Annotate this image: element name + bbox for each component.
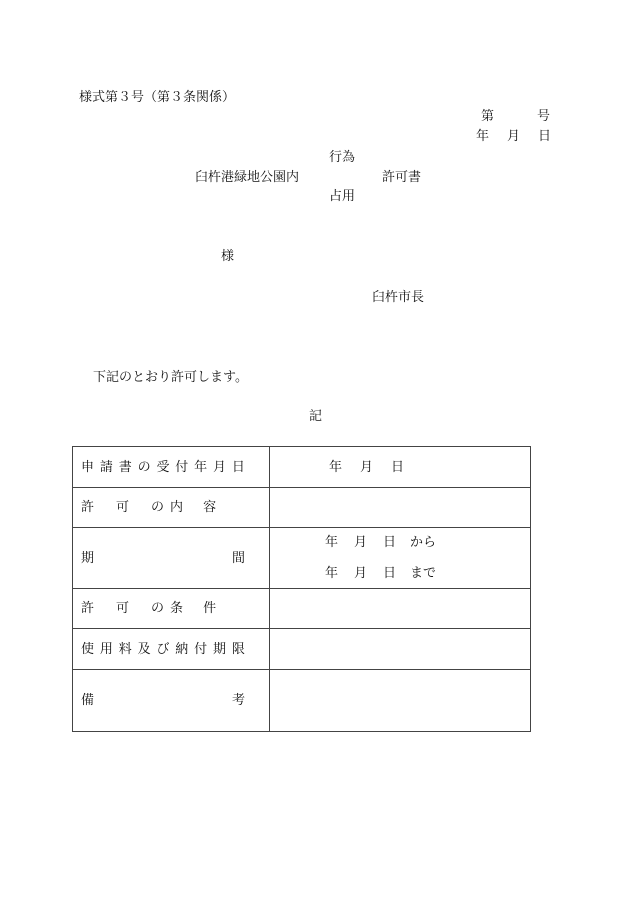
value-day: 日 [383,535,397,550]
label-char: 月 [213,459,227,475]
value-year: 年 [329,459,343,475]
label-char: 申 [81,459,95,475]
title-left: 臼杵港緑地公園内 [195,170,300,185]
title-right: 許可書 [382,170,422,185]
label-char: 受 [156,459,170,475]
label-char: 使 [81,641,95,657]
label-char: 納 [175,641,189,657]
label-char: の [151,601,165,616]
document-number [481,110,550,123]
value-remarks [270,670,531,732]
table-row-permit-conditions [73,589,531,629]
label-char: 付 [194,641,208,657]
value-year: 年 [325,566,339,581]
label-char: 備 [81,693,95,708]
intro-text: 下記のとおり許可します。 [93,370,248,385]
label-char: 間 [231,550,245,566]
doc-no-prefix: 第 [481,109,495,124]
label-char: 期 [213,641,227,657]
issue-date [476,130,551,143]
value-day: 日 [383,566,397,581]
period-from [325,536,530,549]
value-month: 月 [354,566,368,581]
title-option-occupancy: 占用 [329,189,356,204]
label-char: び [156,641,170,657]
label-char: 及 [137,641,151,657]
label-char: 件 [203,601,217,616]
value-fee-deadline [270,629,531,670]
period-to-suffix: まで [410,566,437,581]
value-month: 月 [354,535,368,550]
label-char: 請 [99,459,113,475]
label-permit-conditions [73,589,270,629]
value-year: 年 [325,535,339,550]
table-row-permit-content [73,488,531,528]
label-fee-deadline [73,629,270,670]
label-char: 条 [170,601,184,616]
label-remarks [73,670,270,732]
value-application-date [270,447,531,488]
label-char: 用 [99,641,113,657]
label-permit-content [73,488,270,528]
table-row-application-date [73,447,531,488]
label-char: 可 [116,500,130,515]
label-char: 書 [118,459,132,475]
issuer: 臼杵市長 [372,290,425,305]
period-to [325,567,530,580]
label-char: 内 [170,500,184,515]
date-month: 月 [507,129,521,144]
label-char: 考 [231,693,245,708]
label-char: の [137,459,151,475]
label-char: 可 [116,601,130,616]
value-month: 月 [360,459,374,475]
label-char: 限 [231,641,245,657]
label-char: 許 [81,601,95,616]
value-permit-content [270,488,531,528]
label-char: 許 [81,500,95,515]
date-year: 年 [476,129,490,144]
label-char: の [151,500,165,515]
label-char: 年 [194,459,208,475]
ki-heading: 記 [309,409,323,424]
label-char: 日 [231,459,245,475]
permit-table [72,446,531,732]
period-from-suffix: から [410,535,437,550]
label-period [73,528,270,589]
table-row-fee-deadline [73,629,531,670]
form-number: 様式第３号（第３条関係） [79,90,236,105]
value-permit-conditions [270,589,531,629]
label-char: 料 [118,641,132,657]
date-day: 日 [538,129,552,144]
doc-no-suffix: 号 [537,109,551,124]
label-application-date [73,447,270,488]
value-period [270,528,531,589]
label-char: 容 [203,500,217,515]
addressee-suffix: 様 [221,249,235,264]
table-row-period [73,528,531,589]
label-char: 付 [175,459,189,475]
value-day: 日 [391,459,405,475]
title-option-act: 行為 [329,150,356,165]
table-row-remarks [73,670,531,732]
label-char: 期 [81,550,95,566]
